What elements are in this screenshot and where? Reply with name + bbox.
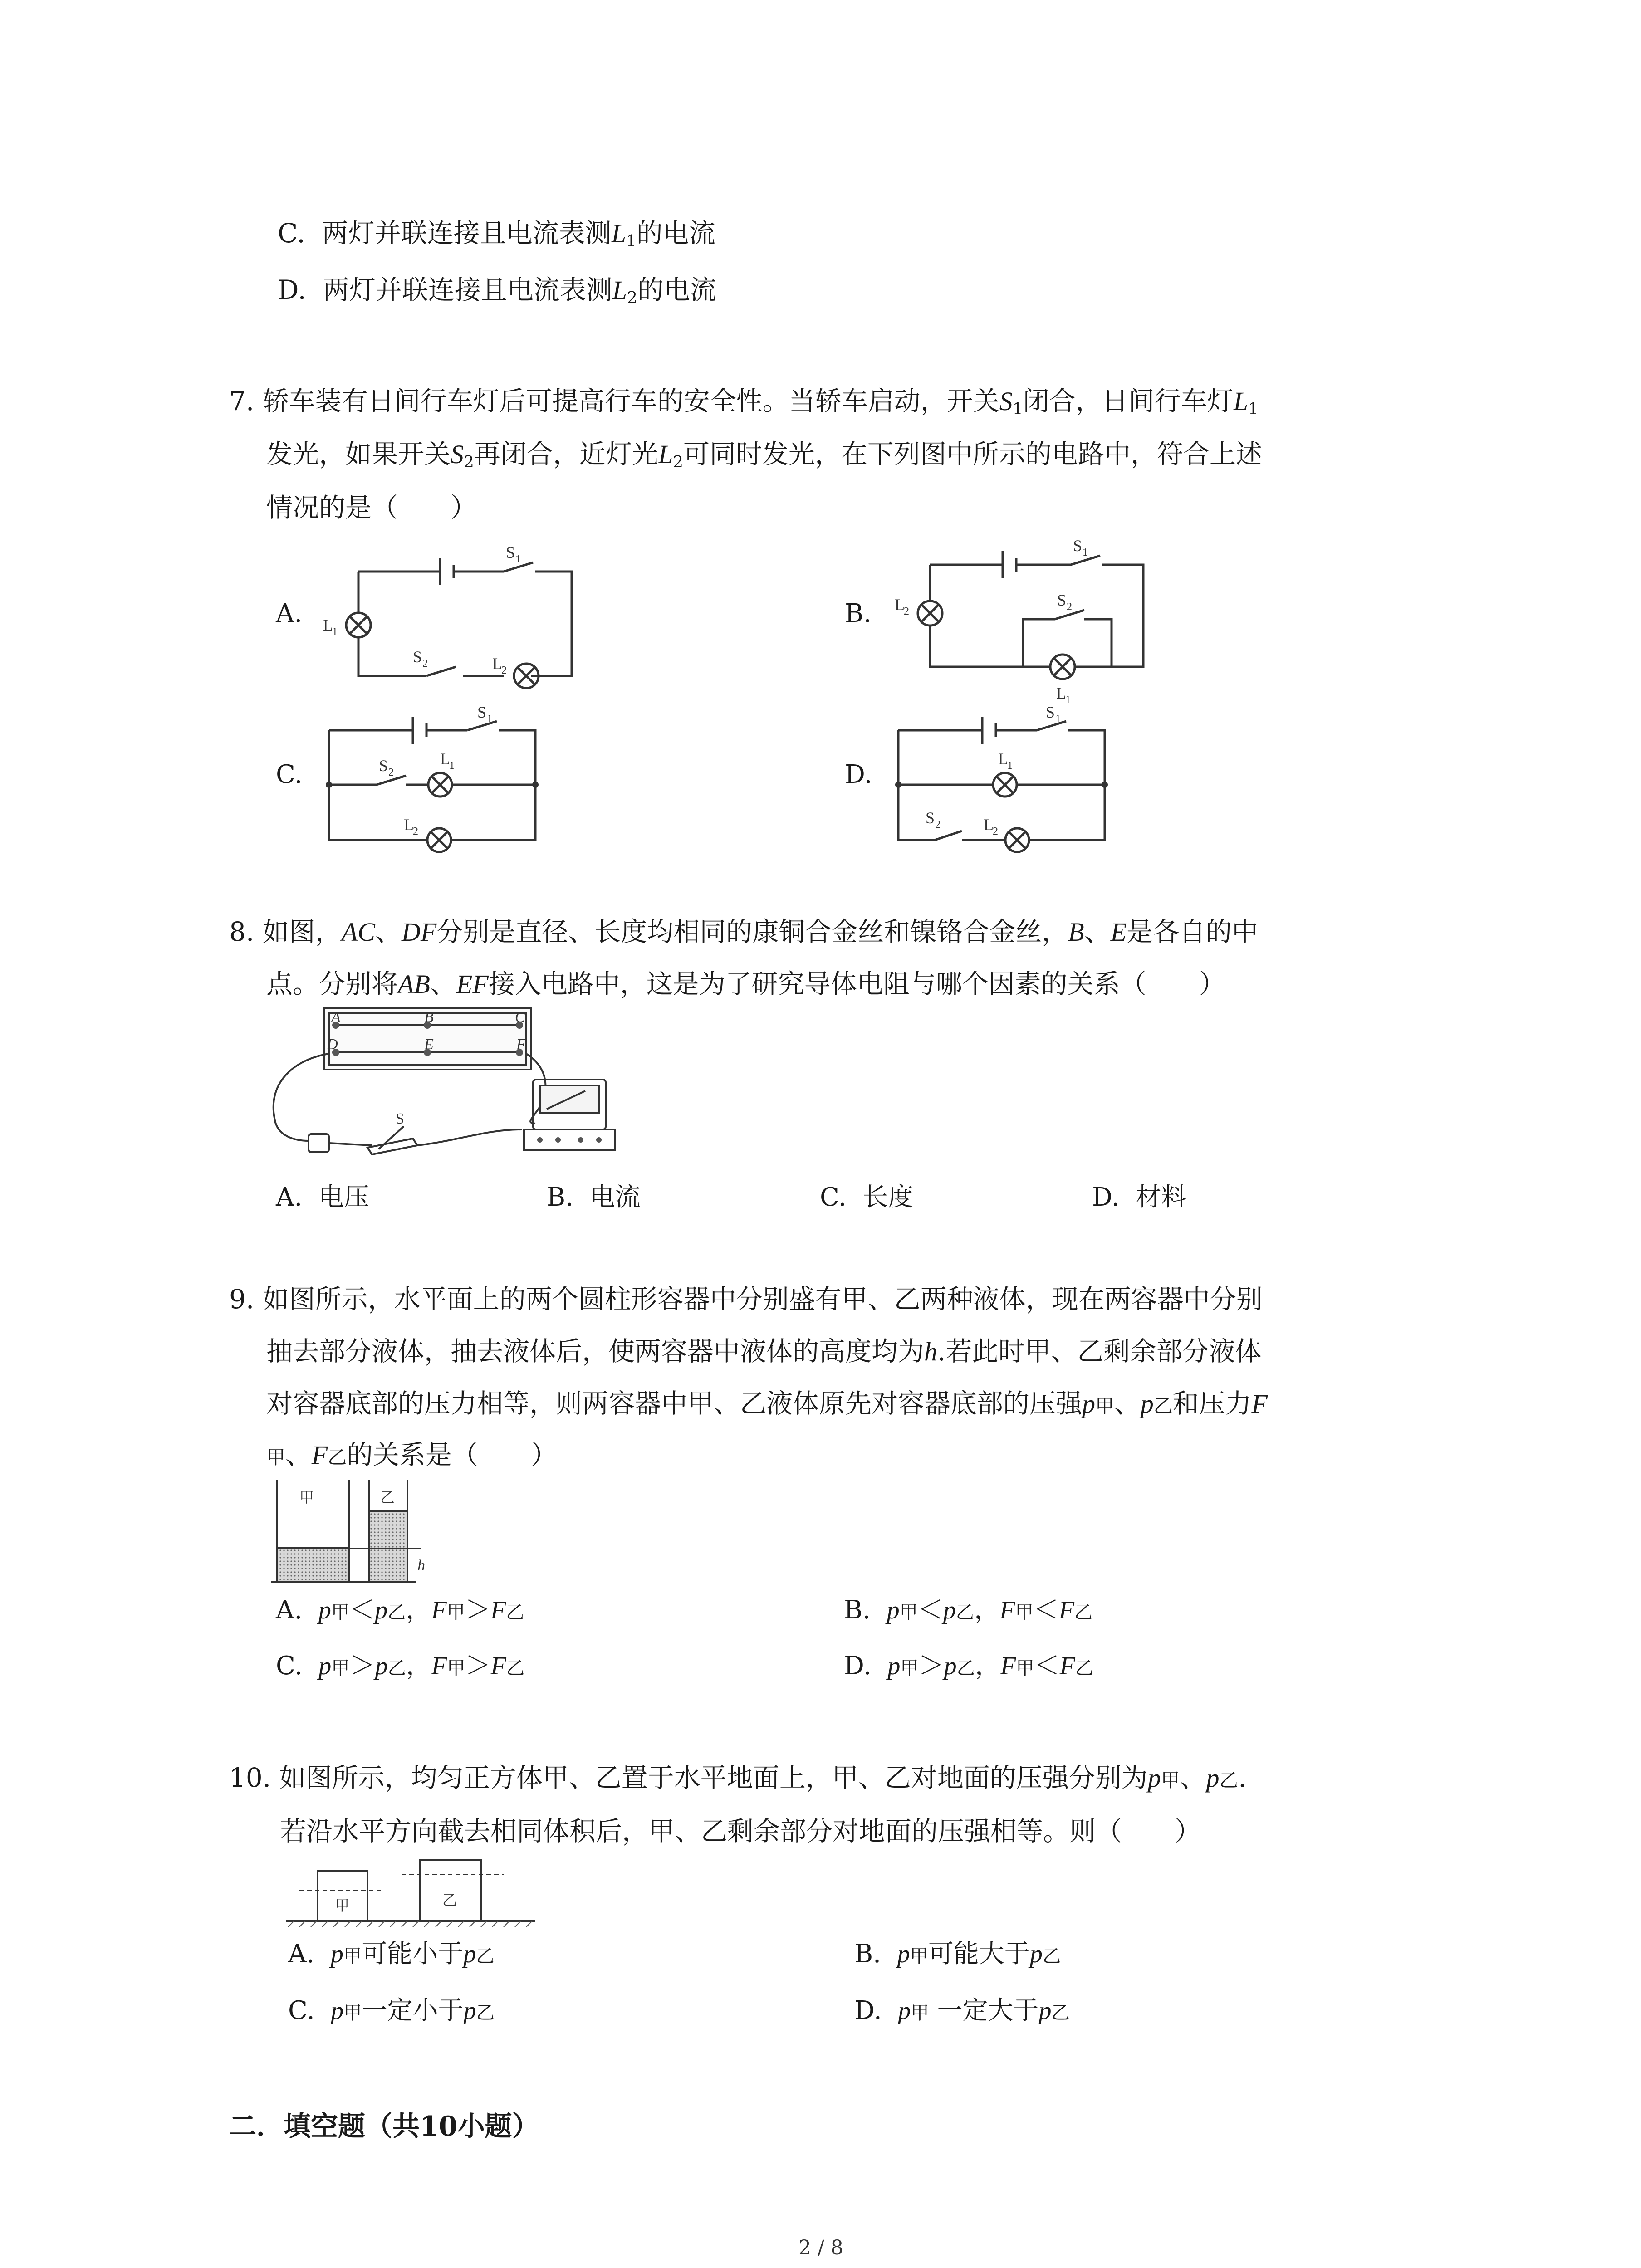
svg-text:L: L <box>440 750 450 768</box>
q9-option-a: A. p甲＜p乙，F甲＞F乙 <box>276 1595 524 1625</box>
q8-line-2: 点。分别将AB、EF接入电路中，这是为了研究导体电阻与哪个因素的关系（ ） <box>266 968 1225 999</box>
svg-text:S: S <box>1046 703 1055 721</box>
q7-option-a-label: A. <box>276 599 303 628</box>
q10-line-1: 10. 如图所示，均匀正方体甲、乙置于水平地面上，甲、乙对地面的压强分别为p甲、p乙. <box>229 1762 1247 1793</box>
svg-text:2: 2 <box>1067 601 1072 613</box>
svg-text:S: S <box>506 543 515 562</box>
q9-line-2: 抽去部分液体，抽去液体后，使两容器中液体的高度均为h.若此时甲、乙剩余部分液体 <box>266 1336 1262 1367</box>
svg-text:S: S <box>477 703 487 721</box>
q10-option-d: D. p甲 一定大于p乙 <box>854 1996 1070 2025</box>
q7-circuit-a <box>318 540 608 699</box>
page-number: 2 / 8 <box>798 2236 843 2259</box>
svg-text:L: L <box>998 750 1008 768</box>
q7-option-d-label: D. <box>845 760 872 789</box>
q8-option-d: D. 材料 <box>1092 1183 1187 1212</box>
q7-circuit-c <box>318 703 608 853</box>
svg-text:S: S <box>1073 537 1083 555</box>
q10-option-c: C. p甲一定小于p乙 <box>288 1996 495 2025</box>
q7-line-1: 7. 轿车装有日间行车灯后可提高行车的安全性。当轿车启动，开关$S_1$闭合，日间行车灯$L_1$ <box>229 386 1259 418</box>
q10-fig-yi: 乙 <box>442 1892 457 1909</box>
q6-option-c: C. 两灯并联连接且电流表测$L_1$的电流 <box>278 218 715 250</box>
section-heading-fill-in: 二．填空题（共10小题） <box>229 2111 539 2142</box>
q8-label-c: C <box>515 1009 525 1026</box>
q9-fig-jia: 甲 <box>299 1489 314 1506</box>
q8-option-a: A. 电压 <box>276 1183 369 1212</box>
q8-label-a: A <box>331 1009 341 1026</box>
q7-option-b-label: B. <box>845 599 872 628</box>
q10-line-2: 若沿水平方向截去相同体积后，甲、乙剩余部分对地面的压强相等。则（ ） <box>280 1816 1201 1847</box>
svg-text:1: 1 <box>1083 547 1088 558</box>
q8-apparatus-figure <box>268 1005 721 1168</box>
svg-text:L: L <box>404 816 414 834</box>
svg-text:2: 2 <box>388 767 394 778</box>
q10-cubes-figure <box>286 1855 549 1928</box>
q10-option-b: B. p甲可能大于p乙 <box>854 1939 1061 1969</box>
svg-text:L: L <box>323 616 333 634</box>
q9-option-c: C. p甲＞p乙，F甲＞F乙 <box>276 1651 525 1681</box>
svg-text:S: S <box>1057 591 1067 609</box>
svg-text:L: L <box>895 596 905 614</box>
q10-option-a: A. p甲可能小于p乙 <box>288 1939 495 1969</box>
q8-label-e: E <box>424 1036 434 1053</box>
q9-fig-yi: 乙 <box>380 1489 395 1506</box>
svg-text:S: S <box>413 648 422 666</box>
svg-text:2: 2 <box>904 606 909 617</box>
svg-text:1: 1 <box>515 553 521 565</box>
q6-option-d: D. 两灯并联连接且电流表测$L_2$的电流 <box>278 274 716 307</box>
q9-line-3: 对容器底部的压力相等，则两容器中甲、乙液体原先对容器底部的压强p甲、p乙和压力F <box>266 1388 1268 1419</box>
svg-text:S: S <box>379 757 388 775</box>
svg-text:2: 2 <box>935 819 941 831</box>
svg-text:L: L <box>984 816 994 834</box>
q10-fig-jia: 甲 <box>335 1897 350 1914</box>
svg-text:1: 1 <box>1065 694 1071 706</box>
svg-text:L: L <box>1056 684 1066 702</box>
q9-fig-h: h <box>417 1557 425 1574</box>
q9-option-b: B. p甲＜p乙，F甲＜F乙 <box>844 1595 1093 1625</box>
q9-line-4: 甲、F乙的关系是（ ） <box>266 1439 557 1470</box>
svg-text:1: 1 <box>449 760 455 772</box>
svg-text:2: 2 <box>501 665 507 676</box>
svg-text:1: 1 <box>487 713 492 725</box>
q8-label-s: S <box>396 1110 404 1127</box>
q9-option-d: D. p甲＞p乙，F甲＜F乙 <box>844 1651 1094 1681</box>
q9-containers-figure <box>271 1480 462 1589</box>
svg-text:2: 2 <box>422 658 428 670</box>
svg-text:S: S <box>926 809 935 827</box>
q8-label-d: D <box>327 1036 338 1053</box>
svg-text:1: 1 <box>332 626 338 638</box>
q7-line-3: 情况的是（ ） <box>266 492 477 523</box>
q7-option-c-label: C. <box>276 760 303 789</box>
q8-label-b: B <box>424 1009 434 1026</box>
svg-text:1: 1 <box>1055 713 1061 725</box>
q8-line-1: 8. 如图，AC、DF分别是直径、长度均相同的康铜合金丝和镍铬合金丝，B、E是各自的中 <box>229 916 1259 947</box>
q8-option-b: B. 电流 <box>547 1183 641 1212</box>
q9-line-1: 9. 如图所示，水平面上的两个圆柱形容器中分别盛有甲、乙两种液体，现在两容器中分别 <box>229 1284 1263 1315</box>
q7-circuit-b <box>889 535 1180 708</box>
svg-text:L: L <box>492 655 502 673</box>
svg-text:2: 2 <box>413 826 418 837</box>
q7-circuit-d <box>889 703 1180 853</box>
svg-text:2: 2 <box>993 826 998 837</box>
q7-line-2: 发光，如果开关$S_2$再闭合，近灯光$L_2$可同时发光，在下列图中所示的电路中，符合上述 <box>266 439 1263 471</box>
q8-label-f: F <box>516 1036 526 1053</box>
q8-option-c: C. 长度 <box>820 1183 914 1212</box>
svg-text:1: 1 <box>1007 760 1013 772</box>
